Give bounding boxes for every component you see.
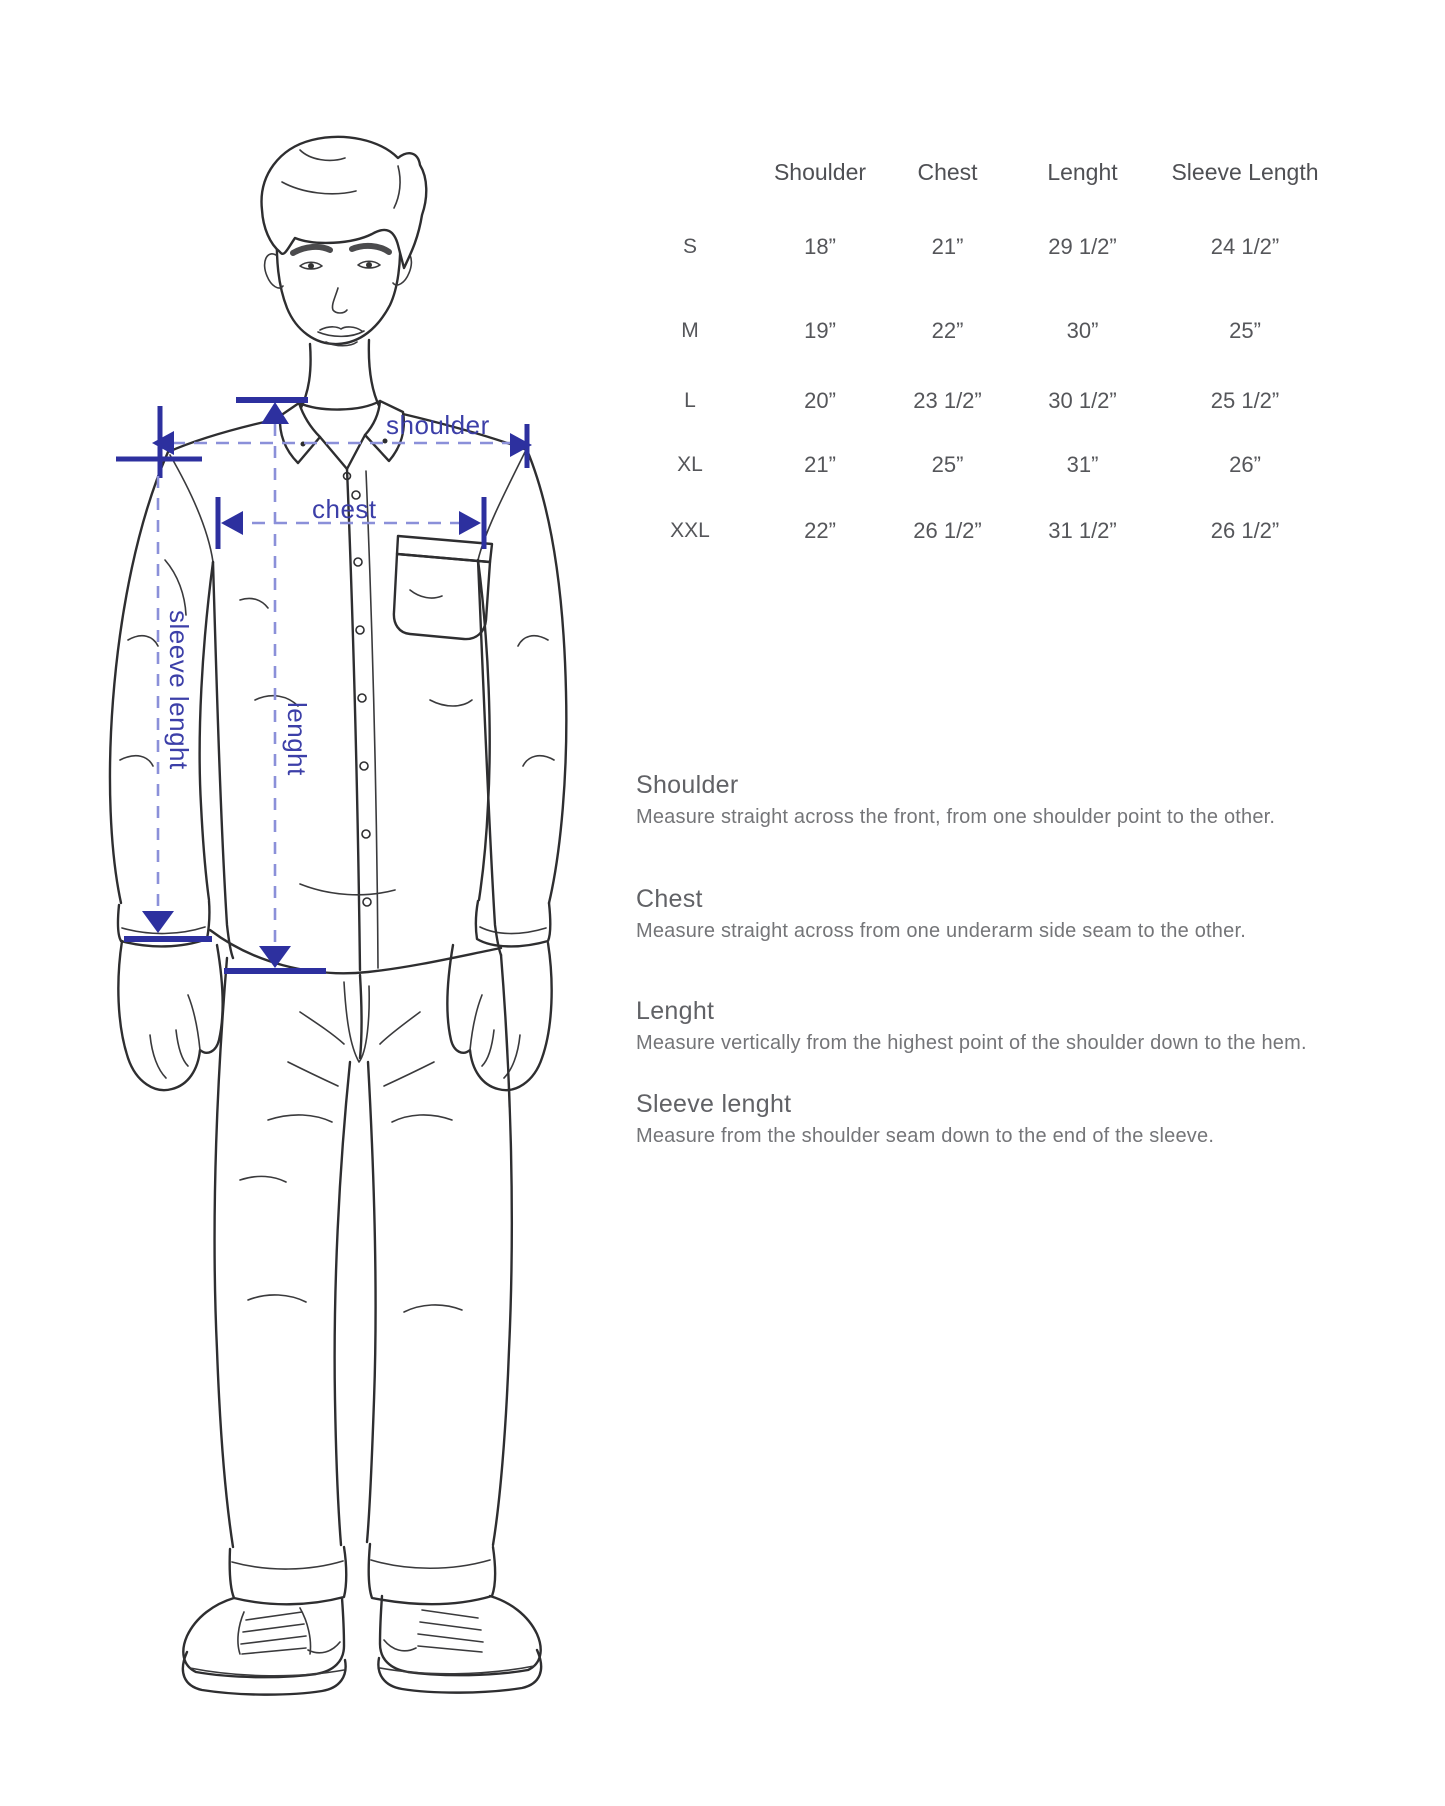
size-table-row-xxl: [620, 515, 1340, 547]
table-cell: 18”: [804, 234, 836, 259]
table-cell: 22”: [804, 518, 836, 543]
instruction-title: Sleeve lenght: [636, 1090, 792, 1118]
size-table: [620, 0, 1340, 580]
instruction-length: [636, 996, 1416, 1056]
length-measurement-annotation: [224, 400, 326, 971]
table-cell: 25 1/2”: [1210, 388, 1280, 413]
table-cell: 25”: [1229, 318, 1261, 343]
instruction-text: Measure vertically from the highest point of the shoulder down to the hem.: [636, 1032, 1307, 1054]
size-table-row-xl: [620, 449, 1340, 481]
shoulder-annotation-label: shoulder: [386, 410, 490, 440]
instruction-title: Chest: [636, 885, 703, 913]
size-label: XL: [677, 453, 703, 476]
table-cell: 31 1/2”: [1048, 518, 1117, 543]
table-cell: 21”: [804, 452, 836, 477]
size-table-row-s: [620, 231, 1340, 263]
instruction-shoulder: [636, 770, 1416, 830]
instruction-text: Measure from the shoulder seam down to the end of the sleeve.: [636, 1125, 1215, 1147]
table-cell: 29 1/2”: [1048, 234, 1117, 259]
figure-sneakers: [183, 1596, 541, 1695]
size-label: S: [682, 235, 697, 258]
chest-annotation-label: chest: [312, 494, 377, 524]
table-cell: 21”: [931, 234, 964, 259]
size-table-header-row: [620, 156, 1340, 188]
size-table-header: Shoulder: [773, 159, 867, 185]
length-annotation-label: lenght: [282, 702, 312, 776]
table-cell: 19”: [804, 318, 836, 343]
size-table-header: Sleeve Length: [1171, 159, 1319, 185]
size-table-row-m: [620, 315, 1340, 347]
table-cell: 26 1/2”: [1210, 518, 1280, 543]
sleeve-length-annotation-label: sleeve lenght: [164, 610, 194, 770]
table-cell: 26”: [1229, 452, 1261, 477]
size-table-row-l: [620, 385, 1340, 417]
table-cell: 26 1/2”: [913, 518, 982, 543]
size-label: M: [681, 319, 699, 342]
table-cell: 30 1/2”: [1048, 388, 1117, 413]
size-table-header: Lenght: [1047, 159, 1118, 185]
table-cell: 30”: [1066, 318, 1099, 343]
instruction-text: Measure straight across the front, from one shoulder point to the other.: [636, 806, 1276, 828]
size-label: L: [684, 389, 696, 412]
size-table-corner-cell: [620, 156, 760, 188]
size-table-header: Chest: [917, 159, 978, 185]
instruction-title: Shoulder: [636, 771, 739, 799]
table-cell: 20”: [804, 388, 836, 413]
figure-head: [262, 137, 427, 410]
instruction-title: Lenght: [636, 997, 715, 1025]
instruction-chest: [636, 884, 1416, 944]
table-cell: 23 1/2”: [913, 388, 982, 413]
table-cell: 22”: [931, 318, 964, 343]
table-cell: 24 1/2”: [1210, 234, 1280, 259]
instruction-text: Measure straight across from one underarm side seam to the other.: [636, 920, 1246, 942]
instruction-sleeve-length: [636, 1089, 1416, 1149]
size-label: XXL: [670, 519, 710, 542]
table-cell: 25”: [931, 452, 964, 477]
table-cell: 31”: [1066, 452, 1099, 477]
